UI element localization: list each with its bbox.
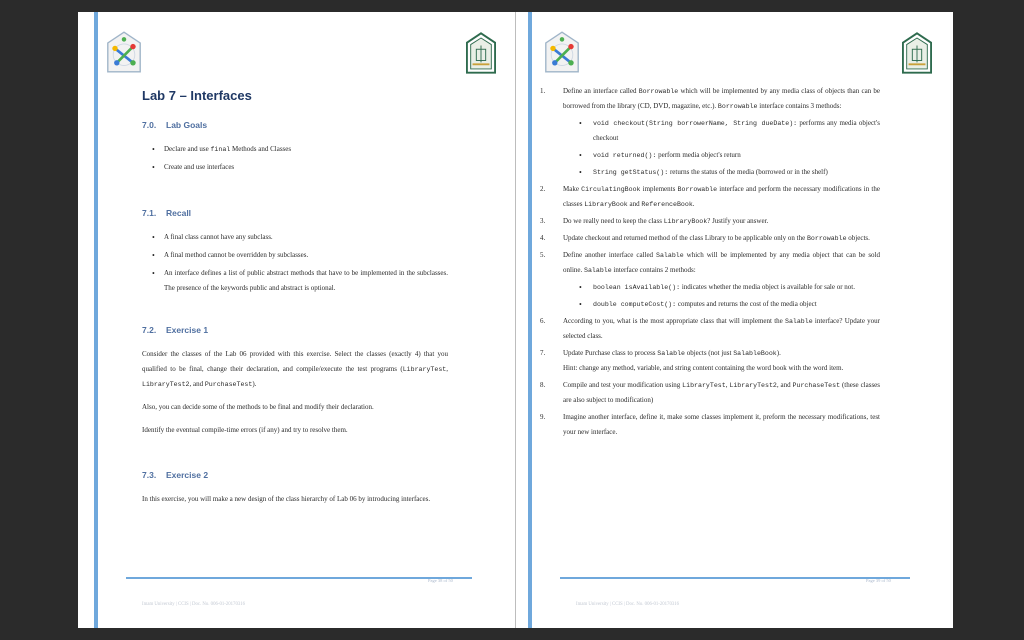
list-item: • An interface defines a list of public abstract methods that have to be implemented in the subclasses. The presence of the keywords public and abstract is optional. <box>164 266 448 296</box>
item-number: 3. <box>540 217 546 225</box>
code-text: LibraryTest <box>402 366 447 373</box>
list-item <box>540 182 880 212</box>
footer-text: Imam University | CCIS | Doc. No. 006-01-20170316 <box>576 602 680 607</box>
footer-text: Imam University | CCIS | Doc. No. 006-01-20170316 <box>142 602 246 607</box>
code-text: PurchaseTest <box>792 382 841 389</box>
code-text: CirculatingBook <box>581 186 641 193</box>
section-number: 7.2. <box>142 325 157 335</box>
code-text: PurchaseTest <box>204 381 253 388</box>
text-run: , and <box>189 380 205 388</box>
method-item <box>593 165 880 180</box>
section-number: 7.0. <box>142 120 157 130</box>
document-page-right <box>516 12 953 628</box>
code-text: Salable <box>584 267 612 274</box>
text-run: Consider the classes of the Lab 06 provided with this exercise. Select the classes (exactly 4) that you qualified to be final, change their declaration, and compile/execute the test programs ( <box>142 350 448 373</box>
ccis-logo-icon <box>544 30 580 74</box>
text-run: returns the status of the media (borrowed or in the shelf) <box>668 168 828 176</box>
list-item <box>540 214 880 229</box>
salable-methods-list <box>563 280 880 312</box>
code-text: LibraryTest2 <box>729 382 777 389</box>
text-run: which will be implemented by any media class of objects than can be borrowed from the library (CD, DVD, magazine, etc.). <box>563 87 880 110</box>
text-run: ). <box>776 349 781 357</box>
page-number: Page 39 of 50 <box>866 578 891 583</box>
section-heading-recall <box>142 206 448 220</box>
list-item <box>540 84 880 180</box>
exercise-2-steps-list <box>540 84 880 440</box>
page-margin-bar <box>528 12 532 628</box>
university-seal-icon <box>466 32 496 74</box>
text-run: perform media object's return <box>656 151 741 159</box>
list-item: • A final method cannot be overridden by subclasses. <box>164 248 448 263</box>
page-margin-bar <box>94 12 98 628</box>
text-run: . <box>692 200 695 208</box>
code-text: void returned(): <box>593 152 657 159</box>
code-text: LibraryBook <box>584 201 628 208</box>
item-number: 2. <box>540 185 546 193</box>
section-number: 7.1. <box>142 208 157 218</box>
text-run: , and <box>776 381 793 389</box>
text-run: Define an interface called <box>563 87 639 95</box>
text-run: interface and perform the necessary modifications in the classes <box>563 185 880 208</box>
text-run: Compile and test your modification using <box>563 381 683 389</box>
text-run: interface contains 2 methods: <box>611 266 696 274</box>
section-title: Exercise 2 <box>166 470 209 480</box>
list-item: • Create and use interfaces <box>164 160 448 175</box>
list-item: • A final class cannot have any subclass. <box>164 230 448 245</box>
code-text: ReferenceBook <box>641 201 693 208</box>
text-run: , <box>725 381 730 389</box>
lab-goals-list <box>142 142 448 175</box>
item-number: 8. <box>540 381 546 389</box>
item-number: 6. <box>540 317 546 325</box>
code-text: Borrowable <box>806 235 847 242</box>
text-run: interface? Update your selected class. <box>563 317 880 340</box>
list-item <box>540 248 880 312</box>
code-text: LibraryTest2 <box>142 381 190 388</box>
section-number: 7.3. <box>142 470 157 480</box>
right-page-content <box>540 84 880 442</box>
text-run: performs any media object's checkout <box>593 119 880 142</box>
section-heading-exercise-2 <box>142 468 448 482</box>
text-run: Make <box>563 185 582 193</box>
section-heading-lab-goals <box>142 118 448 132</box>
item-number: 1. <box>540 87 546 95</box>
exercise-1-paragraph-2: Also, you can decide some of the methods to be final and modify their declaration. <box>142 403 374 411</box>
footer-rule <box>126 577 472 579</box>
text-run: ). <box>252 380 257 388</box>
text-run: Do we really need to keep the class <box>563 217 664 225</box>
code-text: Salable <box>656 252 684 259</box>
item-number: 4. <box>540 234 546 242</box>
exercise-1-paragraph-3: Identify the eventual compile-time errors (if any) and try to resolve them. <box>142 426 348 434</box>
text-run: objects (not just <box>684 349 734 357</box>
list-item <box>540 231 880 246</box>
text-run: Define another interface called <box>563 251 657 259</box>
text-run: which will be implemented by any media object that can be sold online. <box>563 251 880 274</box>
text-run: , <box>446 365 448 373</box>
text-run: Update checkout and returned method of the class Library to be applicable only on the <box>563 234 807 242</box>
method-item <box>593 148 880 163</box>
list-item <box>164 142 448 157</box>
recall-list <box>142 230 448 296</box>
section-title: Lab Goals <box>166 120 208 130</box>
code-text: void checkout(String borrowerName, String dueDate): <box>593 120 798 127</box>
left-page-content <box>142 88 448 507</box>
document-page-left <box>78 12 515 628</box>
section-title: Exercise 1 <box>166 325 209 335</box>
text-run: implements <box>640 185 678 193</box>
text-run: According to you, what is the most appropriate class that will implement the <box>563 317 785 325</box>
text-run: Declare and use <box>164 145 211 153</box>
text-run: computes and returns the cost of the media object <box>676 300 817 308</box>
page-number: Page 38 of 50 <box>428 578 453 583</box>
university-seal-icon <box>902 32 932 74</box>
text-run: (these classes are also subject to modification) <box>563 381 881 404</box>
code-text: boolean isAvailable(): <box>593 284 681 291</box>
method-item <box>593 280 880 295</box>
code-text: Salable <box>657 350 685 357</box>
text-run: interface contains 3 methods: <box>757 102 842 110</box>
exercise-1-paragraph-1 <box>142 347 448 392</box>
code-text: double computeCost(): <box>593 301 677 308</box>
code-text: SalableBook <box>733 350 777 357</box>
section-heading-exercise-1 <box>142 323 448 337</box>
footer-rule <box>560 577 910 579</box>
code-text: LibraryTest <box>682 382 726 389</box>
text-run: Imagine another interface, define it, make some classes implement it, preform the necessary modifications, test your new interface. <box>563 413 880 436</box>
exercise-2-paragraph: In this exercise, you will make a new design of the class hierarchy of Lab 06 by introducing interfaces. <box>142 495 431 503</box>
text-run: ? Justify your answer. <box>707 217 769 225</box>
document-title: Lab 7 – Interfaces <box>142 88 252 103</box>
code-text: Borrowable <box>638 88 679 95</box>
item-number: 7. <box>540 349 546 357</box>
hint-text: Hint: change any method, variable, and string content containing the word book with the word item. <box>563 364 844 372</box>
code-text: Salable <box>784 318 813 325</box>
text-run: Methods and Classes <box>230 145 292 153</box>
method-item <box>593 116 880 146</box>
list-item <box>540 378 880 408</box>
item-number: 5. <box>540 251 546 259</box>
code-text: final <box>210 146 231 153</box>
list-item <box>540 410 880 440</box>
borrowable-methods-list <box>563 116 880 180</box>
code-text: Borrowable <box>677 186 718 193</box>
text-run: Update Purchase class to process <box>563 349 658 357</box>
item-number: 9. <box>540 413 546 421</box>
list-item <box>540 314 880 344</box>
list-item <box>540 346 880 376</box>
code-text: Borrowable <box>717 103 758 110</box>
ccis-logo-icon <box>106 30 142 74</box>
text-run: and <box>627 200 642 208</box>
code-text: LibraryBook <box>663 218 708 225</box>
code-text: String getStatus(): <box>593 169 669 176</box>
method-item <box>593 297 880 312</box>
text-run: indicates whether the media object is available for sale or not. <box>680 283 855 291</box>
section-title: Recall <box>166 208 192 218</box>
text-run: objects. <box>846 234 870 242</box>
